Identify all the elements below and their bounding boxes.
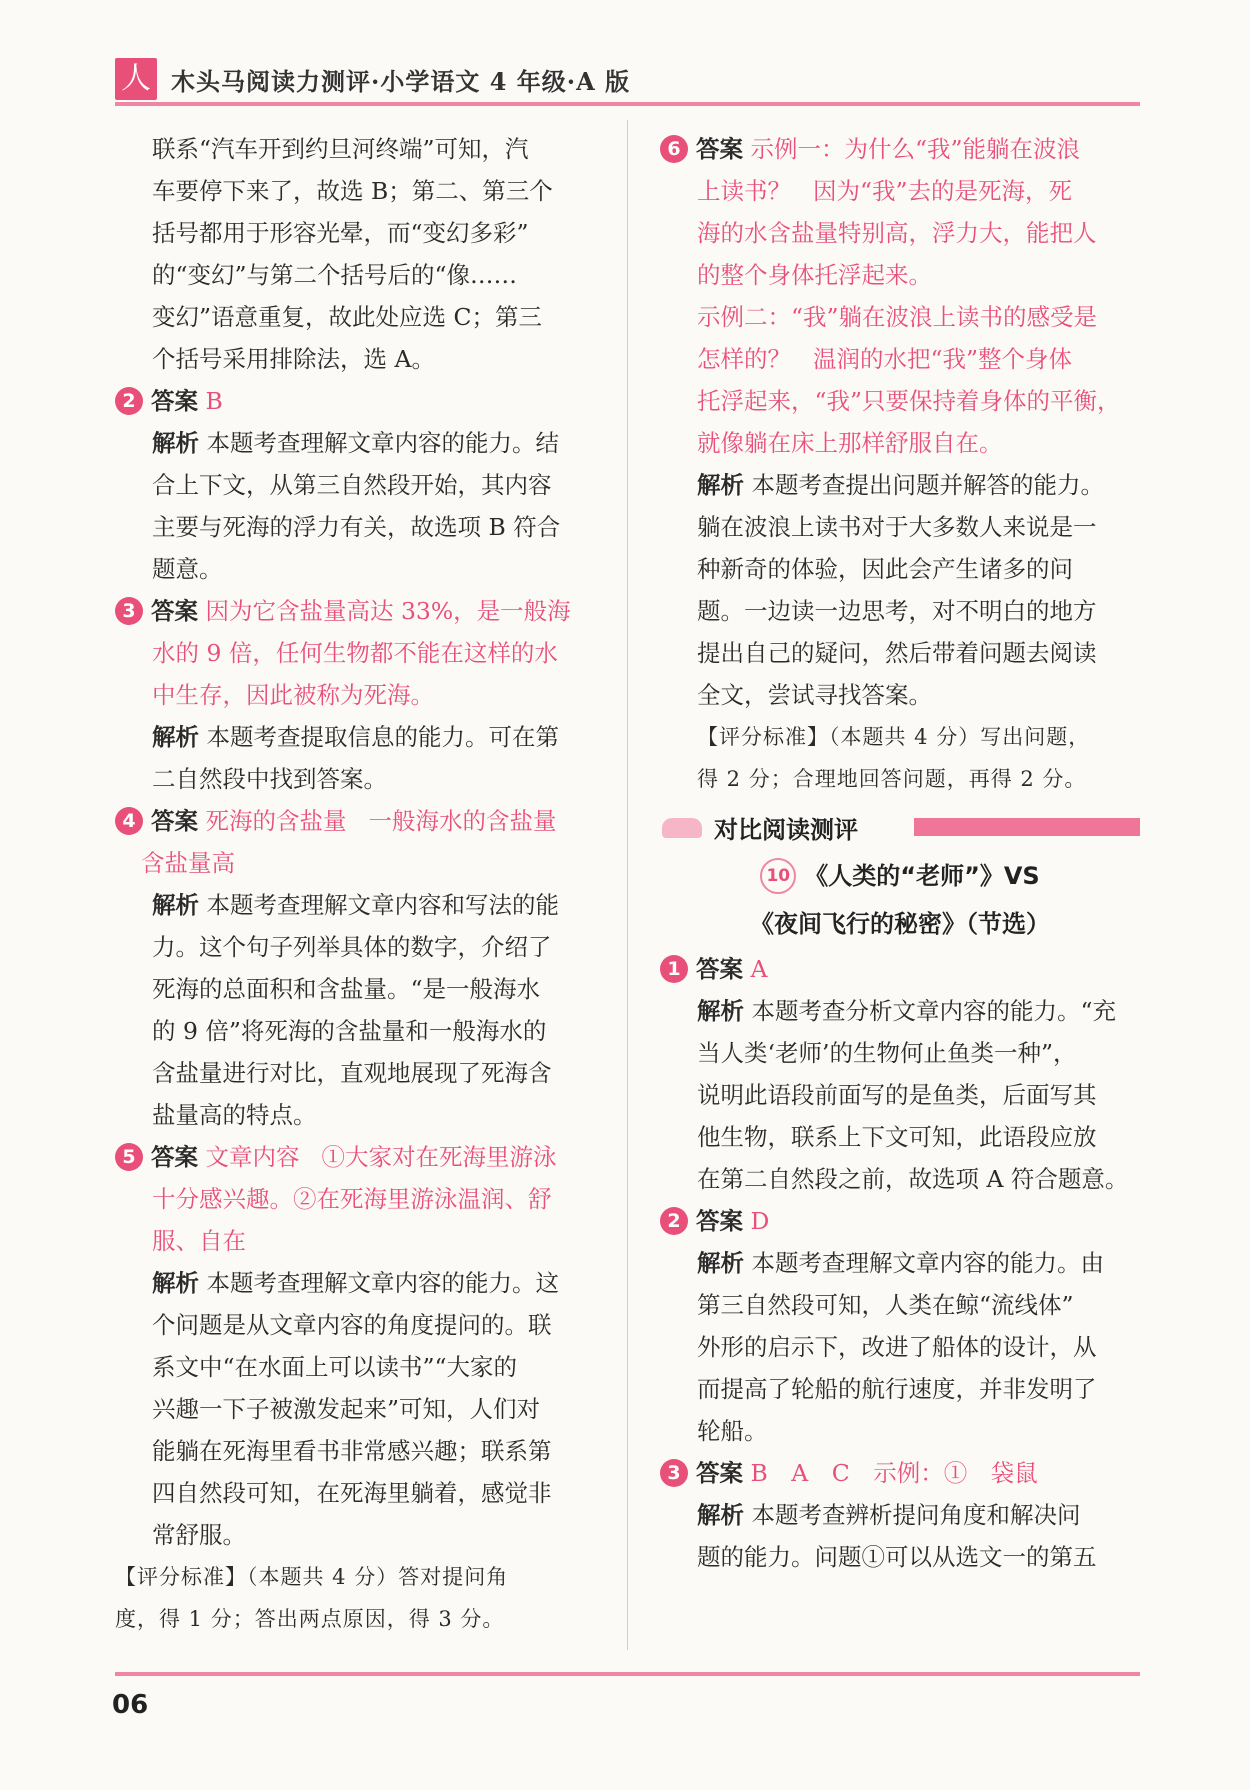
text-line: 含盐量进行对比，直观地展现了死海含 — [152, 1059, 552, 1087]
text-line: 提出自己的疑问，然后带着问题去阅读 — [697, 639, 1097, 667]
answer-text: A — [750, 955, 768, 983]
text-line: 他生物，联系上下文可知，此语段应放 — [697, 1123, 1097, 1151]
text-line: 全文，尝试寻找答案。 — [697, 681, 932, 709]
section-title: 对比阅读测评 — [714, 816, 858, 844]
answer-text: 死海的含盐量 — [205, 807, 347, 835]
question-number-badge: 2 — [660, 1207, 688, 1235]
text-line: 主要与死海的浮力有关，故选项 B 符合 — [152, 513, 561, 541]
answer-text-line: 的整个身体托浮起来。 — [697, 261, 932, 289]
reading-question-1 — [660, 948, 1140, 1200]
answer-label: 答案 — [151, 807, 198, 835]
article-title-line-2: 《夜间飞行的秘密》（节选） — [750, 910, 1050, 938]
right-column — [660, 128, 1140, 1578]
answer-text: D — [750, 1207, 770, 1235]
text-line: 题的能力。问题①可以从选文一的第五 — [697, 1543, 1097, 1571]
answer-text: 文章内容 — [205, 1143, 300, 1171]
question-number-badge: 6 — [660, 135, 688, 163]
answer-text: 示例一：为什么“我”能躺在波浪 — [750, 135, 1081, 163]
answer-text: 因为“我”去的是死海，死 — [813, 177, 1073, 205]
answer-text: ①大家对在死海里游泳 — [321, 1143, 557, 1171]
analysis-text: 本题考查提取信息的能力。可在第 — [206, 723, 559, 751]
answer-text: 一般海水的含盐量 — [368, 807, 557, 835]
left-column — [115, 128, 595, 1640]
footer-rule — [115, 1672, 1140, 1676]
answer-text: 含盐量高 — [141, 849, 235, 877]
scoring-text: 【评分标准】（本题共 4 分）答对提问角 — [115, 1565, 509, 1589]
analysis-text: 本题考查理解文章内容的能力。结 — [206, 429, 559, 457]
question-number-badge: 5 — [115, 1143, 143, 1171]
analysis-label: 解析 — [152, 723, 199, 751]
text-line: 说明此语段前面写的是鱼类，后面写其 — [697, 1081, 1097, 1109]
text-line: 四自然段可知，在死海里躺着，感觉非 — [152, 1479, 552, 1507]
analysis-text: 本题考查理解文章内容和写法的能 — [206, 891, 559, 919]
text-line: 当人类‘老师’的生物何止鱼类一种”， — [697, 1039, 1077, 1067]
answer-label: 答案 — [151, 597, 198, 625]
question-number-badge: 3 — [660, 1459, 688, 1487]
section-header — [660, 806, 1140, 852]
analysis-text: 本题考查提出问题并解答的能力。 — [751, 471, 1104, 499]
answer-text: 上读书？ — [697, 177, 791, 205]
article-number-badge: 10 — [760, 858, 796, 894]
answer-label: 答案 — [696, 1207, 743, 1235]
question-number-badge: 3 — [115, 597, 143, 625]
answer-text-line: 中生存，因此被称为死海。 — [152, 681, 434, 709]
answer-text-line: 十分感兴趣。②在死海里游泳温润、舒 — [152, 1185, 552, 1213]
analysis-label: 解析 — [152, 429, 199, 457]
analysis-label: 解析 — [697, 1249, 744, 1277]
question-number-badge: 4 — [115, 807, 143, 835]
text-line: 力。这个句子列举具体的数字，介绍了 — [152, 933, 552, 961]
text-line: 二自然段中找到答案。 — [152, 765, 387, 793]
analysis-text: 本题考查辨析提问角度和解决问 — [751, 1501, 1081, 1529]
answer-text-line: 示例二：“我”躺在波浪上读书的感受是 — [697, 303, 1098, 331]
question-2 — [115, 380, 595, 590]
text-line: 变幻”语意重复，故此处应选 C；第三 — [152, 303, 542, 331]
answer-text-line: 海的水含盐量特别高，浮力大，能把人 — [697, 219, 1097, 247]
text-line: 躺在波浪上读书对于大多数人来说是一 — [697, 513, 1097, 541]
header-rule — [115, 102, 1140, 106]
text-line: 种新奇的体验，因此会产生诸多的问 — [697, 555, 1073, 583]
scoring-text: 度，得 1 分；答出两点原因，得 3 分。 — [115, 1607, 505, 1631]
text-line: 题。一边读一边思考，对不明白的地方 — [697, 597, 1097, 625]
answer-label: 答案 — [151, 1143, 198, 1171]
analysis-label: 解析 — [152, 1269, 199, 1297]
text-line: 外形的启示下，改进了船体的设计，从 — [697, 1333, 1097, 1361]
answer-text: B A C 示例：① 袋鼠 — [750, 1459, 1038, 1487]
answer-text: 怎样的？ — [697, 345, 791, 373]
analysis-label: 解析 — [697, 1501, 744, 1529]
answer-text-line: 就像躺在床上那样舒服自在。 — [697, 429, 1003, 457]
analysis-label: 解析 — [697, 997, 744, 1025]
text-line: 合上下文，从第三自然段开始，其内容 — [152, 471, 552, 499]
header-title: 木头马阅读力测评·小学语文 4 年级·A 版 — [171, 67, 631, 96]
text-line: 系文中“在水面上可以读书”“大家的 — [152, 1353, 518, 1381]
continued-explanation — [115, 128, 595, 380]
answer-label: 答案 — [696, 135, 743, 163]
text-line: 盐量高的特点。 — [152, 1101, 317, 1129]
text-line: 而提高了轮船的航行速度，并非发明了 — [697, 1375, 1097, 1403]
text-line: 题意。 — [152, 555, 223, 583]
answer-label: 答案 — [696, 1459, 743, 1487]
scoring-text: 【评分标准】（本题共 4 分）写出问题， — [697, 725, 1091, 749]
text-line: 联系“汽车开到约旦河终端”可知，汽 — [152, 135, 529, 163]
text-line: 车要停下来了，故选 B；第二、第三个 — [152, 177, 553, 205]
article-title — [660, 852, 1140, 948]
question-4 — [115, 800, 595, 1136]
article-title-line-1: 《人类的“老师”》VS — [804, 862, 1040, 890]
text-line: 兴趣一下子被激发起来”可知，人们对 — [152, 1395, 541, 1423]
text-line: 死海的总面积和含盐量。“是一般海水 — [152, 975, 541, 1003]
answer-text: 因为它含盐量高达 33%，是一般海 — [205, 597, 571, 625]
answer-label: 答案 — [151, 387, 198, 415]
answer-text-line: 托浮起来，“我”只要保持着身体的平衡， — [697, 387, 1121, 415]
header-logo: 人 — [115, 58, 157, 100]
analysis-text: 本题考查分析文章内容的能力。“充 — [751, 997, 1116, 1025]
section-bar — [914, 818, 1140, 836]
page-number: 06 — [112, 1690, 149, 1720]
text-line: 轮船。 — [697, 1417, 768, 1445]
question-number-badge: 2 — [115, 387, 143, 415]
text-line: 能躺在死海里看书非常感兴趣；联系第 — [152, 1437, 552, 1465]
answer-text-line: 服、自在 — [152, 1227, 246, 1255]
answer-label: 答案 — [696, 955, 743, 983]
analysis-text: 本题考查理解文章内容的能力。这 — [206, 1269, 559, 1297]
question-6 — [660, 128, 1140, 800]
text-line: 第三自然段可知，人类在鲸“流线体” — [697, 1291, 1074, 1319]
analysis-label: 解析 — [152, 891, 199, 919]
answer-text: B — [205, 387, 223, 415]
text-line: 常舒服。 — [152, 1521, 246, 1549]
reading-question-2 — [660, 1200, 1140, 1452]
column-divider — [627, 120, 628, 1650]
text-line: 在第二自然段之前，故选项 A 符合题意。 — [697, 1165, 1129, 1193]
analysis-text: 本题考查理解文章内容的能力。由 — [751, 1249, 1104, 1277]
question-3 — [115, 590, 595, 800]
reading-question-3 — [660, 1452, 1140, 1578]
text-line: 个括号采用排除法，选 A。 — [152, 345, 435, 373]
answer-text-line: 水的 9 倍，任何生物都不能在这样的水 — [152, 639, 558, 667]
answer-text: 温润的水把“我”整个身体 — [813, 345, 1073, 373]
scoring-text: 得 2 分；合理地回答问题，再得 2 分。 — [697, 767, 1087, 791]
page-header — [115, 58, 1140, 104]
section-decoration-icon — [662, 818, 702, 838]
question-number-badge: 1 — [660, 955, 688, 983]
text-line: 括号都用于形容光晕，而“变幻多彩” — [152, 219, 529, 247]
text-line: 个问题是从文章内容的角度提问的。联 — [152, 1311, 552, 1339]
question-5 — [115, 1136, 595, 1556]
analysis-label: 解析 — [697, 471, 744, 499]
text-line: 的“变幻”与第二个括号后的“像…… — [152, 261, 518, 289]
text-line: 的 9 倍”将死海的含盐量和一般海水的 — [152, 1017, 547, 1045]
scoring-standard — [115, 1556, 595, 1640]
